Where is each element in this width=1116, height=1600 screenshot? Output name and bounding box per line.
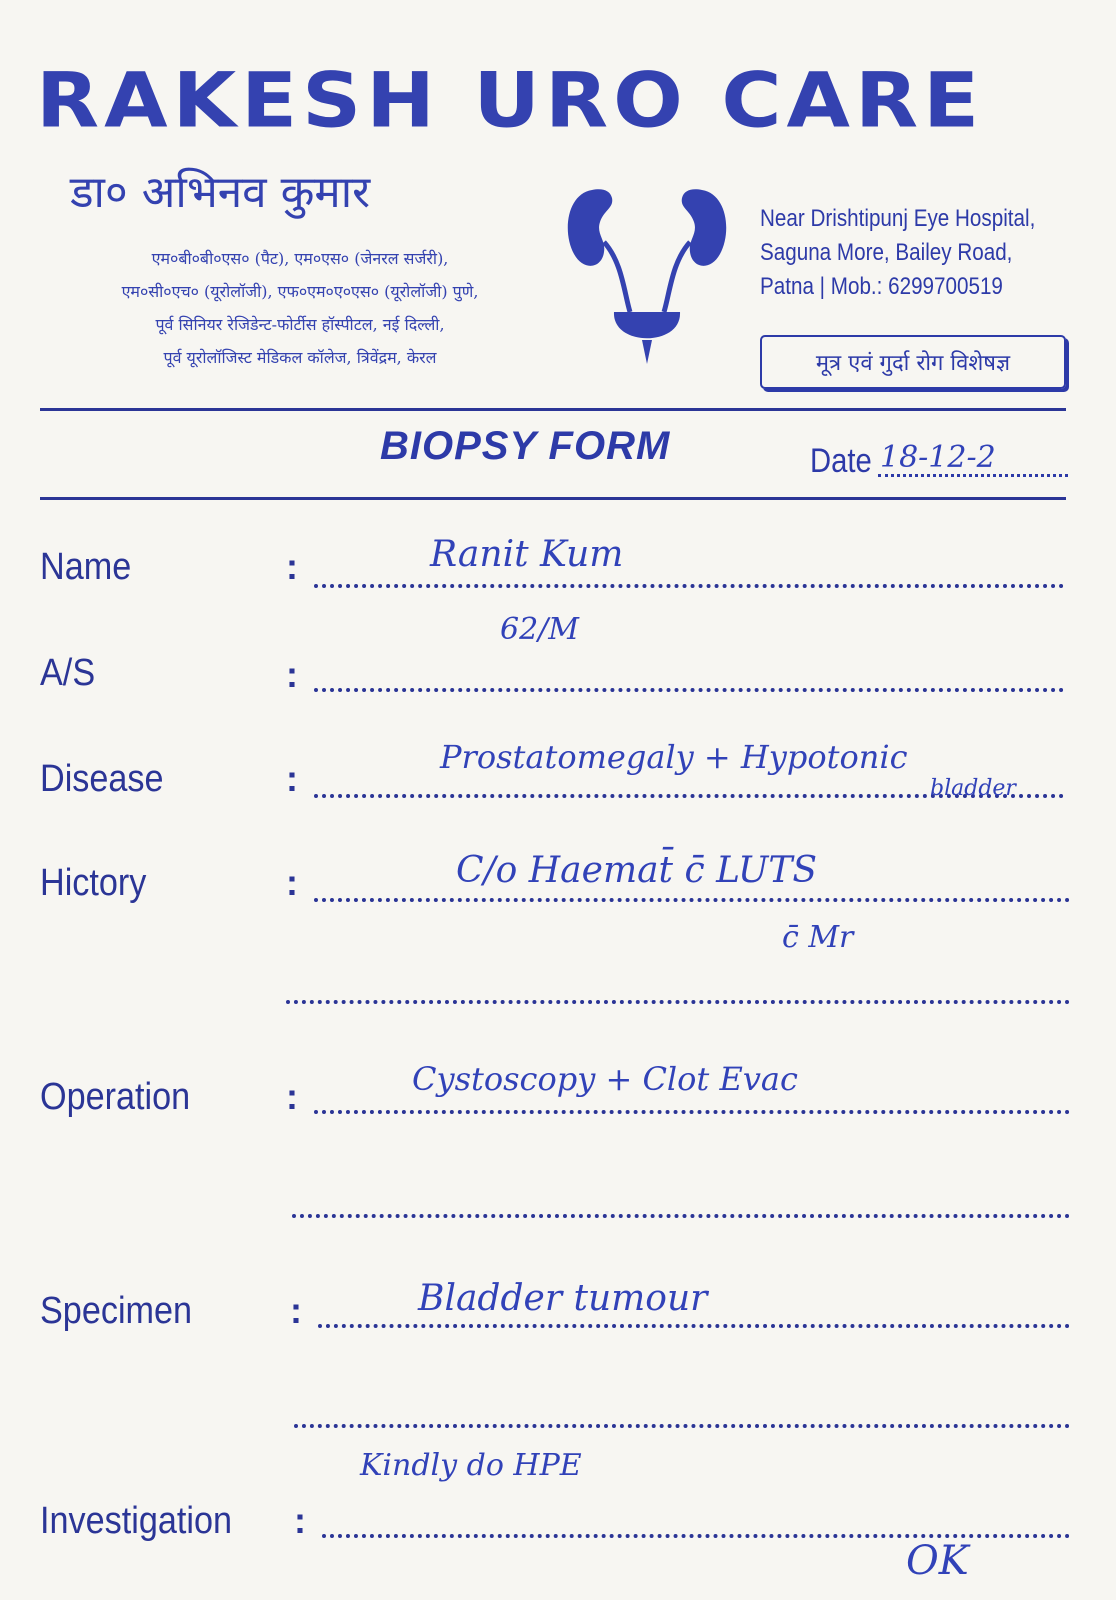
history-value: C/o Haemat̄ c̄ LUTS [456,850,818,891]
operation-dotted-line [314,1110,1070,1114]
age-sex-value: 62/M [500,612,579,647]
investigation-label: Investigation [40,1500,233,1542]
colon: : [290,1290,302,1331]
age-sex-dotted-line [314,688,1064,692]
clinic-address [760,202,1044,304]
colon: : [294,1500,306,1541]
qualification-line: एम०बी०बी०एस० (पैट), एम०एस० (जेनरल सर्जरी), [151,249,449,268]
colon: : [286,1076,298,1117]
title-divider [40,497,1066,500]
age-sex-label: A/S [40,652,96,694]
colon: : [286,862,298,903]
disease-value-2: bladder [930,776,1016,801]
disease-label: Disease [40,758,164,800]
date-value: 18-12-2 [880,440,996,475]
colon: : [286,654,298,695]
name-dotted-line [314,584,1064,588]
qualifications [20,242,580,374]
address-line: Near Drishtipunj Eye Hospital, [760,205,1036,232]
doctor-name-hindi: डा० अभिनव कुमार [70,167,371,218]
kidney-bladder-icon [562,172,732,372]
operation-dotted-line-2 [292,1214,1070,1218]
form-title: BIOPSY FORM [380,424,671,468]
history-label: Hictory [40,862,147,904]
operation-label: Operation [40,1076,191,1118]
qualification-line: पूर्व सिनियर रेजिडेन्ट-फोर्टीस हॉस्पीटल, नई दिल्ली, [155,315,445,334]
specimen-value: Bladder tumour [418,1278,708,1319]
specimen-dotted-line [318,1324,1070,1328]
qualification-line: पूर्व यूरोलॉजिस्ट मेडिकल कॉलेज, त्रिवेंद्रम, केरल [163,348,437,367]
colon: : [286,546,298,587]
name-value: Ranit Kum [430,534,624,575]
disease-value: Prostatomegaly + Hypotonic [440,738,908,776]
qualification-line: एम०सी०एच० (यूरोलॉजी), एफ०एम०ए०एस० (यूरोलॉजी) पुणे, [121,282,479,301]
specimen-dotted-line-2 [294,1424,1070,1428]
history-value-2: c̄ Mr [782,920,854,955]
brand-title: RAKESH URO CARE [36,57,985,145]
history-dotted-line-2 [286,1000,1070,1004]
specimen-label: Specimen [40,1290,193,1332]
history-dotted-line [314,898,1070,902]
colon: : [286,758,298,799]
signature: OK [906,1538,969,1584]
address-line: Saguna More, Bailey Road, [760,239,1013,266]
header-divider [40,408,1066,411]
date-label: Date [810,442,872,480]
specialist-badge: मूत्र एवं गुर्दा रोग विशेषज्ञ [760,335,1066,389]
address-line: Patna | Mob.: 6299700519 [760,273,1003,300]
investigation-value: Kindly do HPE [360,1448,582,1483]
operation-value: Cystoscopy + Clot Evac [412,1060,798,1098]
name-label: Name [40,546,132,588]
